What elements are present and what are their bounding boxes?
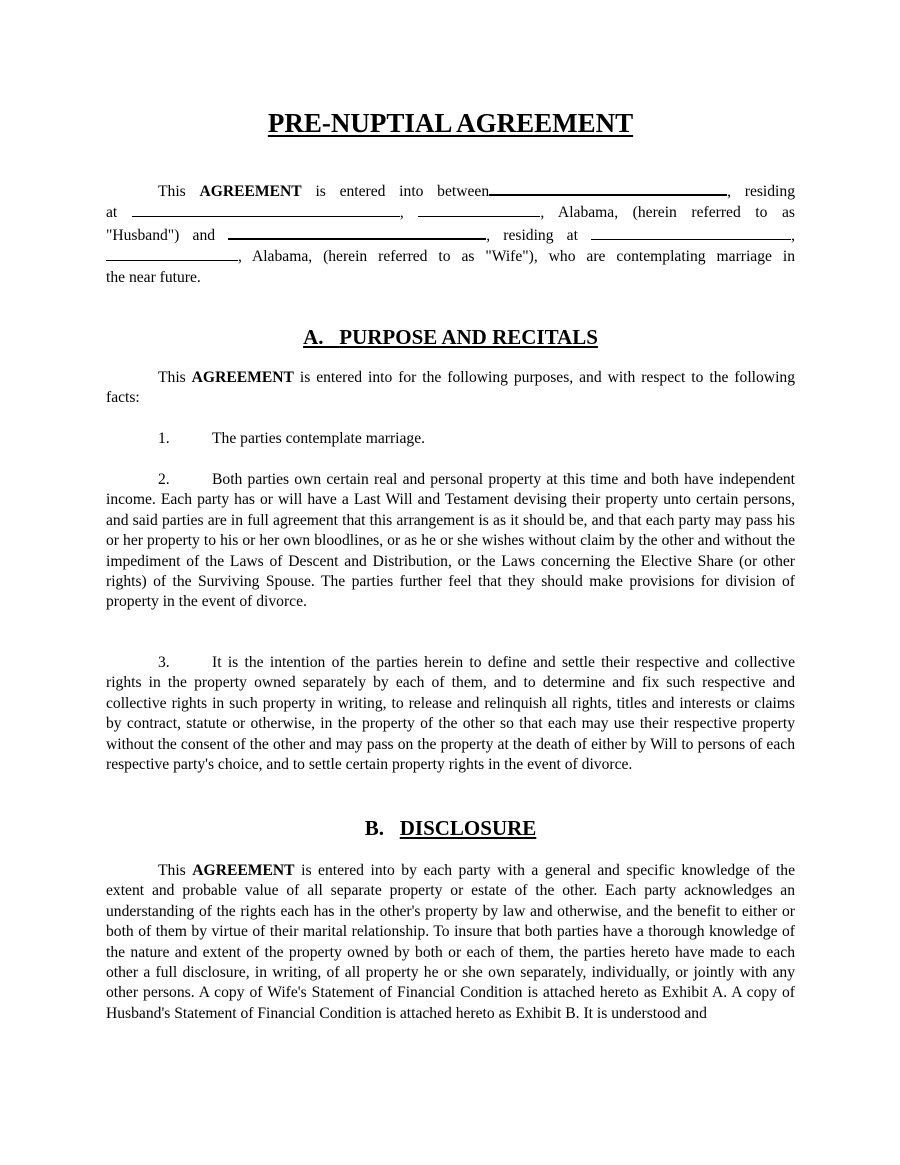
section-a-heading xyxy=(106,324,795,350)
disclosure-text: is entered into by each party with a general and specific knowledge of the extent and probable value of all separate property or estate of the other. Each party acknowledges an understanding of the rights each has in the other's property by law and otherwise, and the benefit to either or both of them by virtue of their marital relationship. To insure that both parties have a thorough knowledge of the nature and extent of the property owned by both or each of them, the parties hereto have made to each other a full disclosure, in writing, of all property he or she own separately, individually, or jointly with any other persons. A copy of Wife's Statement of Financial Condition is attached hereto as Exhibit A. A copy of Husband's Statement of Financial Condition is attached hereto as Exhibit B. It is understood and xyxy=(106,862,795,1022)
section-a-intro xyxy=(106,368,795,409)
blank-party-one-name[interactable] xyxy=(489,180,727,196)
section-a-intro-lead: This xyxy=(158,369,186,386)
recital-item-2 xyxy=(106,470,795,613)
section-a-title: PURPOSE AND RECITALS xyxy=(339,325,598,349)
document-page xyxy=(106,0,795,1165)
section-a-agreement-word: AGREEMENT xyxy=(191,369,294,386)
recital-item-3-text: It is the intention of the parties herein to define and settle their respective and collective rights in the property owned separately by each of them, and to determine and fix such respective and collective rights in such property in writing, to release and relinquish all rights, titles and interests or claims by contract, statute or otherwise, in the property of the other so that each may use their respective property without the consent of the other and may pass on the property at the death of either by Will to persons of each respective party's choice, and to settle certain property rights in the event of divorce. xyxy=(106,654,795,774)
disclosure-paragraph xyxy=(106,861,795,1024)
intro-text-8: , xyxy=(791,226,796,244)
blank-husband-city[interactable] xyxy=(418,202,540,217)
blank-wife-address[interactable] xyxy=(591,225,791,240)
intro-text-10: the near future. xyxy=(106,268,201,286)
recital-item-2-text: Both parties own certain real and personal property at this time and both have independent income. Each party has or will have a Last Will and Testament devising their property unto certain persons, and said parties are in full agreement that this arrangement is as it should be, and that each party may pass his or her property to his or her own bloodlines, or as he or she wishes without claim by the other and without the impediment of the Laws of Descent and Distribution, or the Laws concerning the Elective Share (or other rights) of the Surviving Spouse. The parties further feel that they should make provisions for division of property in the event of divorce. xyxy=(106,471,795,611)
section-a-intro-text: is entered into for the following purposes, and with respect to the following facts: xyxy=(106,369,795,407)
blank-party-two-name[interactable] xyxy=(228,224,486,240)
blank-wife-city[interactable] xyxy=(106,246,238,261)
intro-text-9: , Alabama, (herein referred to as "Wife"), who are contemplating marriage in xyxy=(238,248,795,266)
section-b-heading xyxy=(106,815,795,841)
intro-text-4: , xyxy=(399,204,404,222)
recital-item-2-number: 2. xyxy=(158,471,170,488)
intro-lead: This xyxy=(158,183,186,200)
recital-item-3 xyxy=(106,653,795,775)
recital-item-3-number: 3. xyxy=(158,654,170,671)
intro-text-5: , Alabama, (herein referred to as xyxy=(540,204,795,222)
page-title: PRE-NUPTIAL AGREEMENT xyxy=(267,108,634,138)
section-a-letter: A. xyxy=(303,325,324,349)
disclosure-agreement-word: AGREEMENT xyxy=(192,862,295,879)
blank-husband-address[interactable] xyxy=(132,202,400,217)
recital-item-1-number: 1. xyxy=(158,430,170,447)
intro-paragraph xyxy=(106,180,795,288)
intro-text-3: at xyxy=(106,204,118,222)
recital-item-1-text: The parties contemplate marriage. xyxy=(212,430,426,447)
intro-text-2: , residing xyxy=(727,183,795,200)
disclosure-lead: This xyxy=(158,862,186,879)
section-b-title: DISCLOSURE xyxy=(399,816,537,840)
intro-text-6: "Husband") and xyxy=(106,226,216,244)
intro-text-1: is entered into between xyxy=(315,183,490,200)
section-b-letter: B. xyxy=(364,816,384,840)
intro-agreement-word: AGREEMENT xyxy=(199,183,302,200)
recital-item-1 xyxy=(106,429,795,449)
intro-text-7: , residing at xyxy=(486,226,578,244)
